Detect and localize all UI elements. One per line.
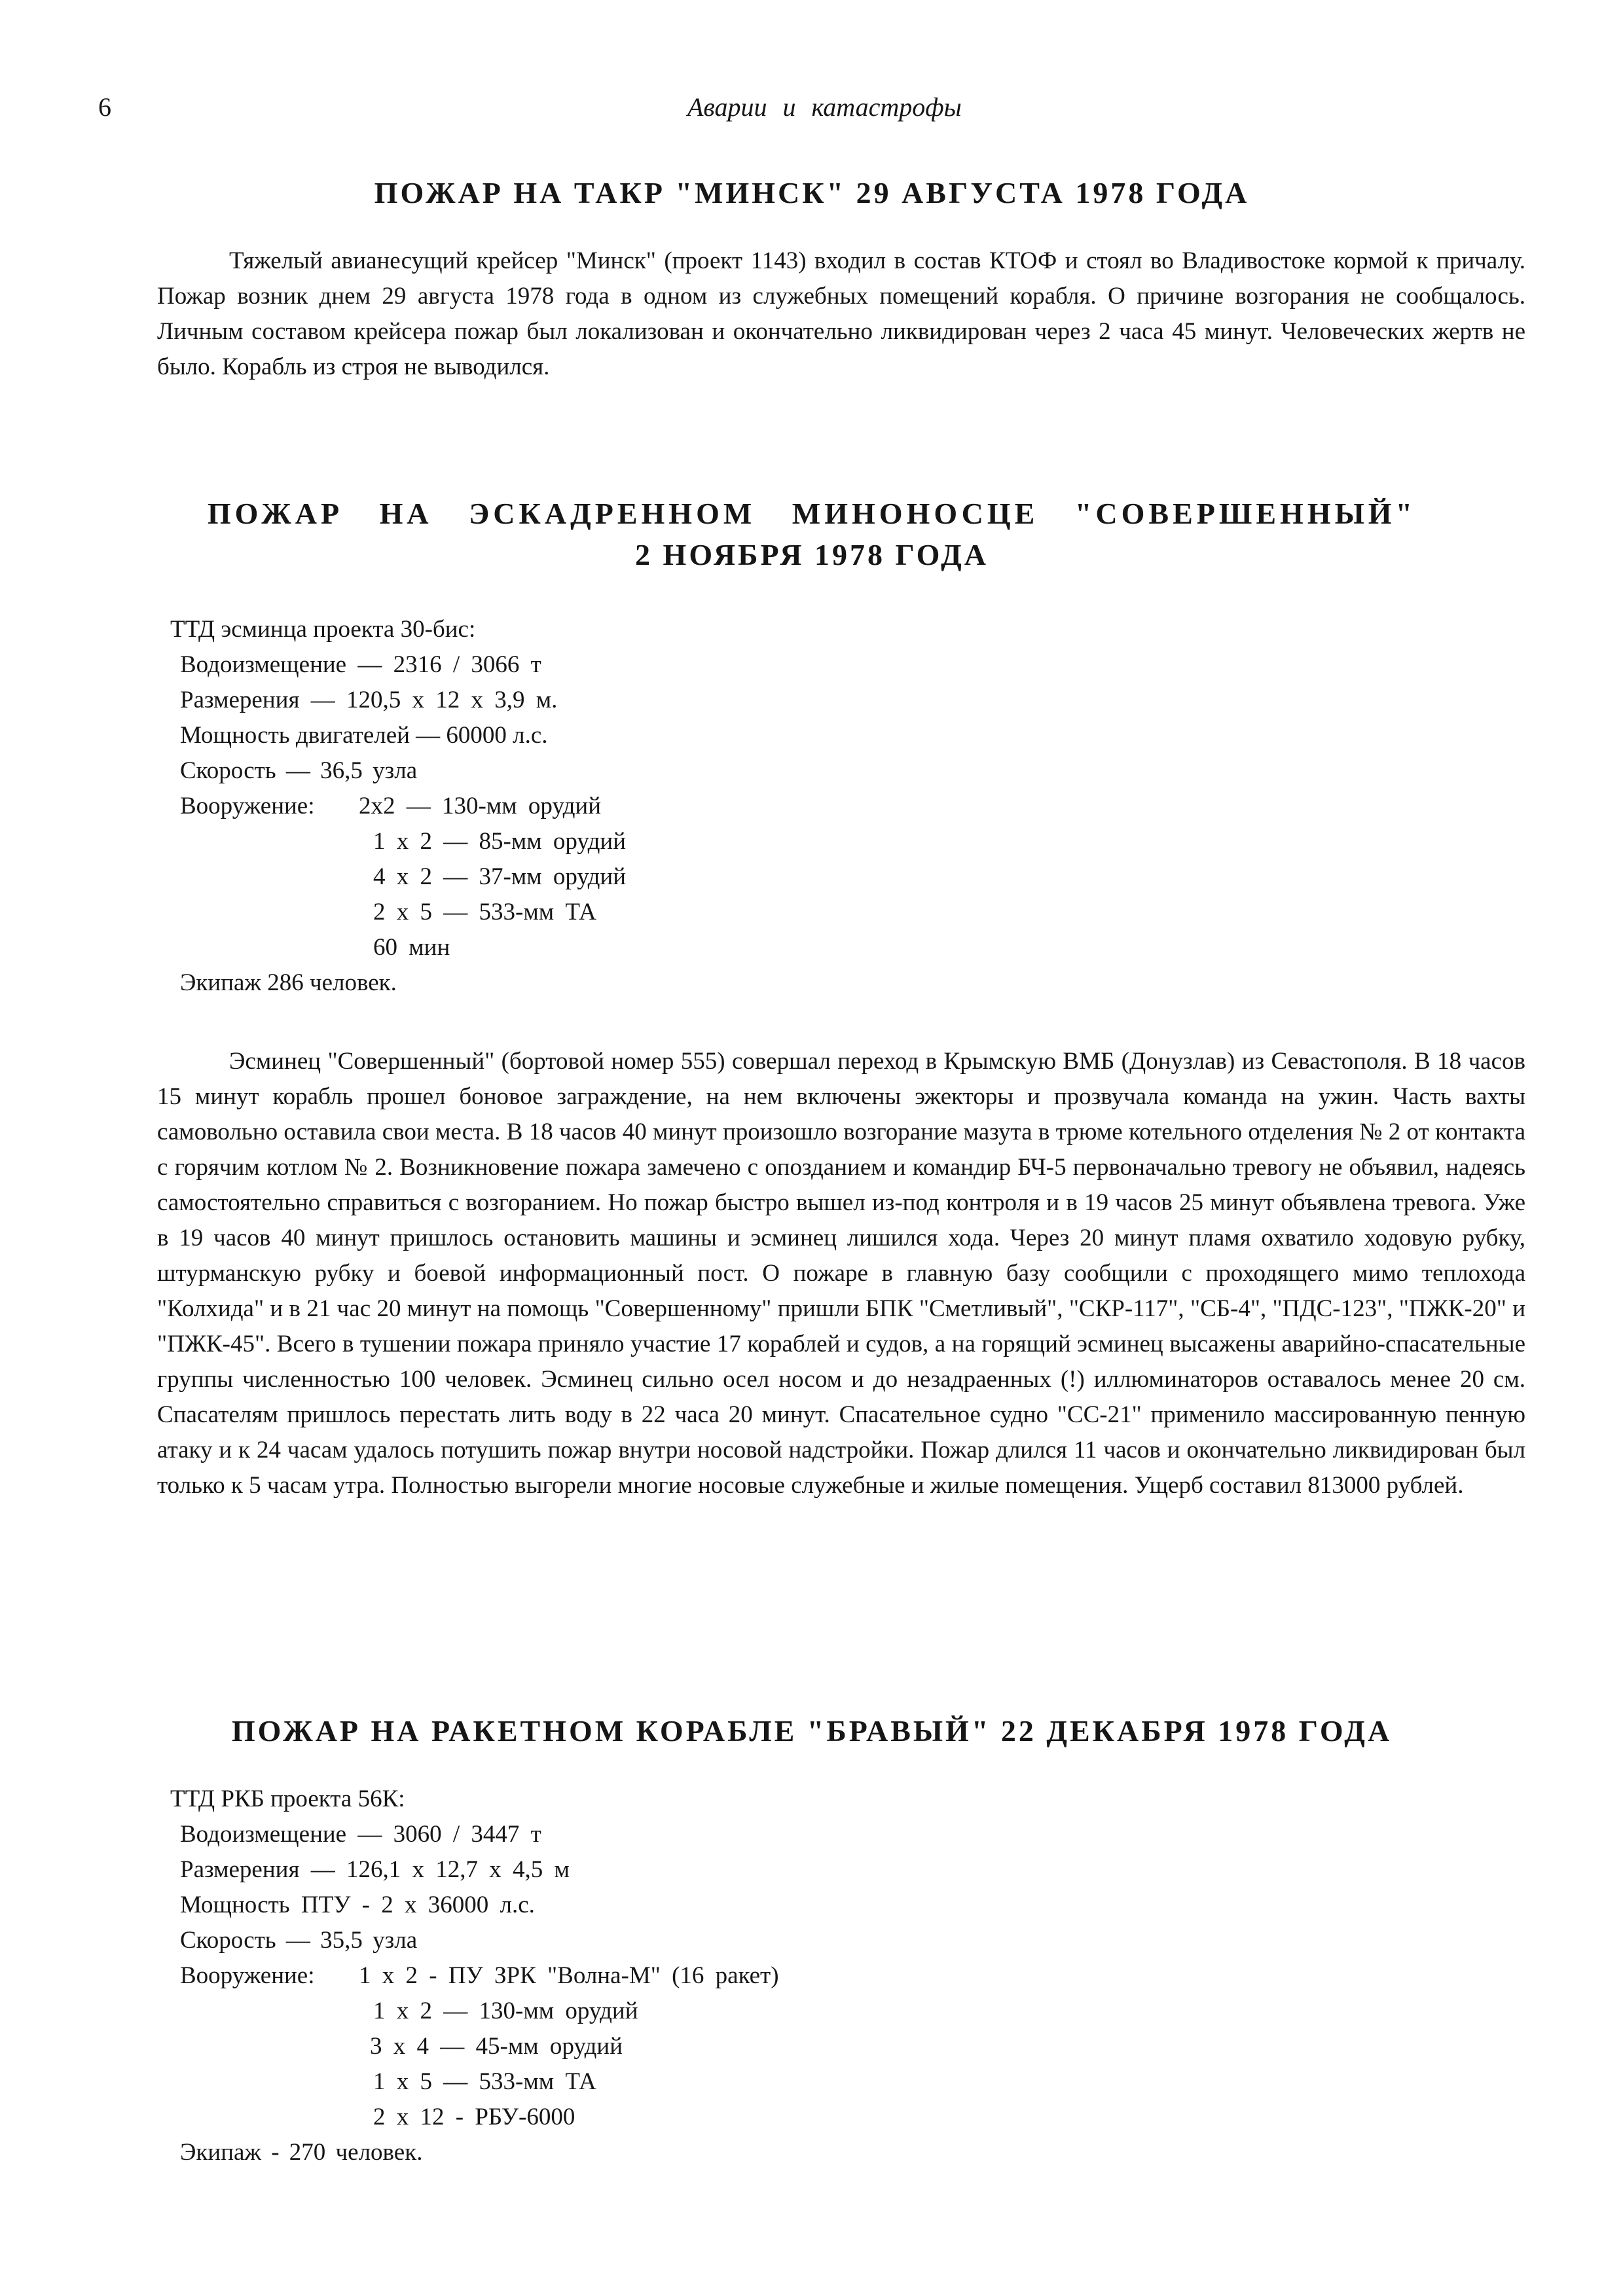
section-title: ПОЖАР НА ТАКР "МИНСК" 29 АВГУСТА 1978 ГОДА [374, 176, 1250, 209]
spec-armament-item: 1 х 5 — 533-мм ТА [373, 2068, 596, 2095]
section-title-line-1: ПОЖАР НА ЭСКАДРЕННОМ МИНОНОСЦЕ "СОВЕРШЕННЫЙ" [207, 497, 1417, 530]
spec-armament-item: 1 х 2 — 85-мм орудий [373, 828, 627, 855]
spec-dimensions: Размерения — 120,5 х 12 х 3,9 м. [180, 687, 558, 713]
spec-armament-item: 3 х 4 — 45-мм орудий [370, 2033, 623, 2060]
specs-heading: ТТД РКБ проекта 56К: [170, 1785, 405, 1812]
spec-armament-item: 60 мин [373, 934, 450, 961]
spec-armament-label: Вооружение: [180, 1962, 315, 1989]
spec-armament-item: 2х2 — 130-мм орудий [359, 793, 602, 819]
spec-displacement: Водоизмещение — 3060 / 3447 т [180, 1821, 541, 1848]
specs-heading: ТТД эсминца проекта 30-бис: [170, 616, 476, 643]
spec-armament-item: 2 х 12 - РБУ-6000 [373, 2104, 575, 2130]
section-title-line-2: 2 НОЯБРЯ 1978 ГОДА [635, 538, 989, 571]
section-title: ПОЖАР НА РАКЕТНОМ КОРАБЛЕ "БРАВЫЙ" 22 ДЕКАБРЯ 1978 ГОДА [231, 1714, 1393, 1748]
spec-armament-item: 1 х 2 — 130-мм орудий [373, 1998, 638, 2024]
spec-armament-label: Вооружение: [180, 793, 315, 819]
spec-displacement: Водоизмещение — 2316 / 3066 т [180, 651, 541, 678]
page-number: 6 [98, 92, 111, 122]
spec-crew: Экипаж - 270 человек. [180, 2139, 423, 2166]
spec-dimensions: Размерения — 126,1 х 12,7 х 4,5 м [180, 1856, 570, 1883]
spec-armament-item: 2 х 5 — 533-мм ТА [373, 899, 596, 925]
spec-power: Мощность ПТУ - 2 х 36000 л.с. [180, 1892, 535, 1918]
spec-armament-item: 4 х 2 — 37-мм орудий [373, 863, 627, 890]
spec-armament-item: 1 х 2 - ПУ ЗРК "Волна-М" (16 ракет) [359, 1962, 779, 1989]
paragraph: Эсминец "Совершенный" (бортовой номер 555) совершал переход в Крымскую ВМБ (Донузлав) из Севастополя. В 18 часов 15 минут корабль прошел боновое заграждение, на нем включены эжекторы и прозвучала команда на ужин. Часть вахты самовольно оставила свои места. В 18 часов 40 минут произошло возгорание мазута в трюме котельного отделения № 2 от контакта с горячим котлом № 2. Возникновение пожара замечено с опозданием и командир БЧ-5 первоначально тревогу не объявил, надеясь самостоятельно справиться с возгоранием. Но пожар быстро вышел из-под контроля и в 19 часов 25 минут объявлена тревога. Уже в 19 часов 40 минут пришлось остановить машины и эсминец лишился хода. Через 20 минут пламя охватило ходовую рубку, штурманскую рубку и боевой информационный пост. О пожаре в главную базу сообщили с проходящего мимо теплохода "Колхида" и в 21 час 20 минут на помощь "Совершенному" пришли БПК "Сметливый", "СКР-117", "СБ-4", "ПДС-123", "ПЖК-20" и "ПЖК-45". Всего в тушении пожара приняло участие 17 кораблей и судов, а на горящий эсминец высажены аварийно-спасательные группы численностью 100 человек. Эсминец сильно осел носом и до незадраенных (!) иллюминаторов оставалось менее 20 см. Спасателям пришлось перестать лить воду в 22 часа 20 минут. Спасательное судно "СС-21" применило массированную пенную атаку и к 24 часам удалось потушить пожар внутри носовой надстройки. Пожар длился 11 часов и окончательно ликвидирован был только к 5 часам утра. Полностью выгорели многие носовые служебные и жилые помещения. Ущерб составил 813000 рублей. [157, 1048, 1525, 1499]
running-title: Аварии и катастрофы [687, 92, 962, 122]
paragraph: Тяжелый авианесущий крейсер "Минск" (проект 1143) входил в состав КТОФ и стоял во Владивостоке кормой к причалу. Пожар возник днем 29 августа 1978 года в одном из служебных помещений корабля. О причине возгорания не сообщалось. Личным составом крейсера пожар был локализован и окончательно ликвидирован через 2 часа 45 минут. Человеческих жертв не было. Корабль из строя не выводился. [157, 247, 1525, 380]
spec-speed: Скорость — 36,5 узла [180, 757, 418, 784]
spec-crew: Экипаж 286 человек. [180, 969, 397, 996]
spec-speed: Скорость — 35,5 узла [180, 1927, 418, 1954]
spec-power: Мощность двигателей — 60000 л.с. [180, 722, 548, 749]
